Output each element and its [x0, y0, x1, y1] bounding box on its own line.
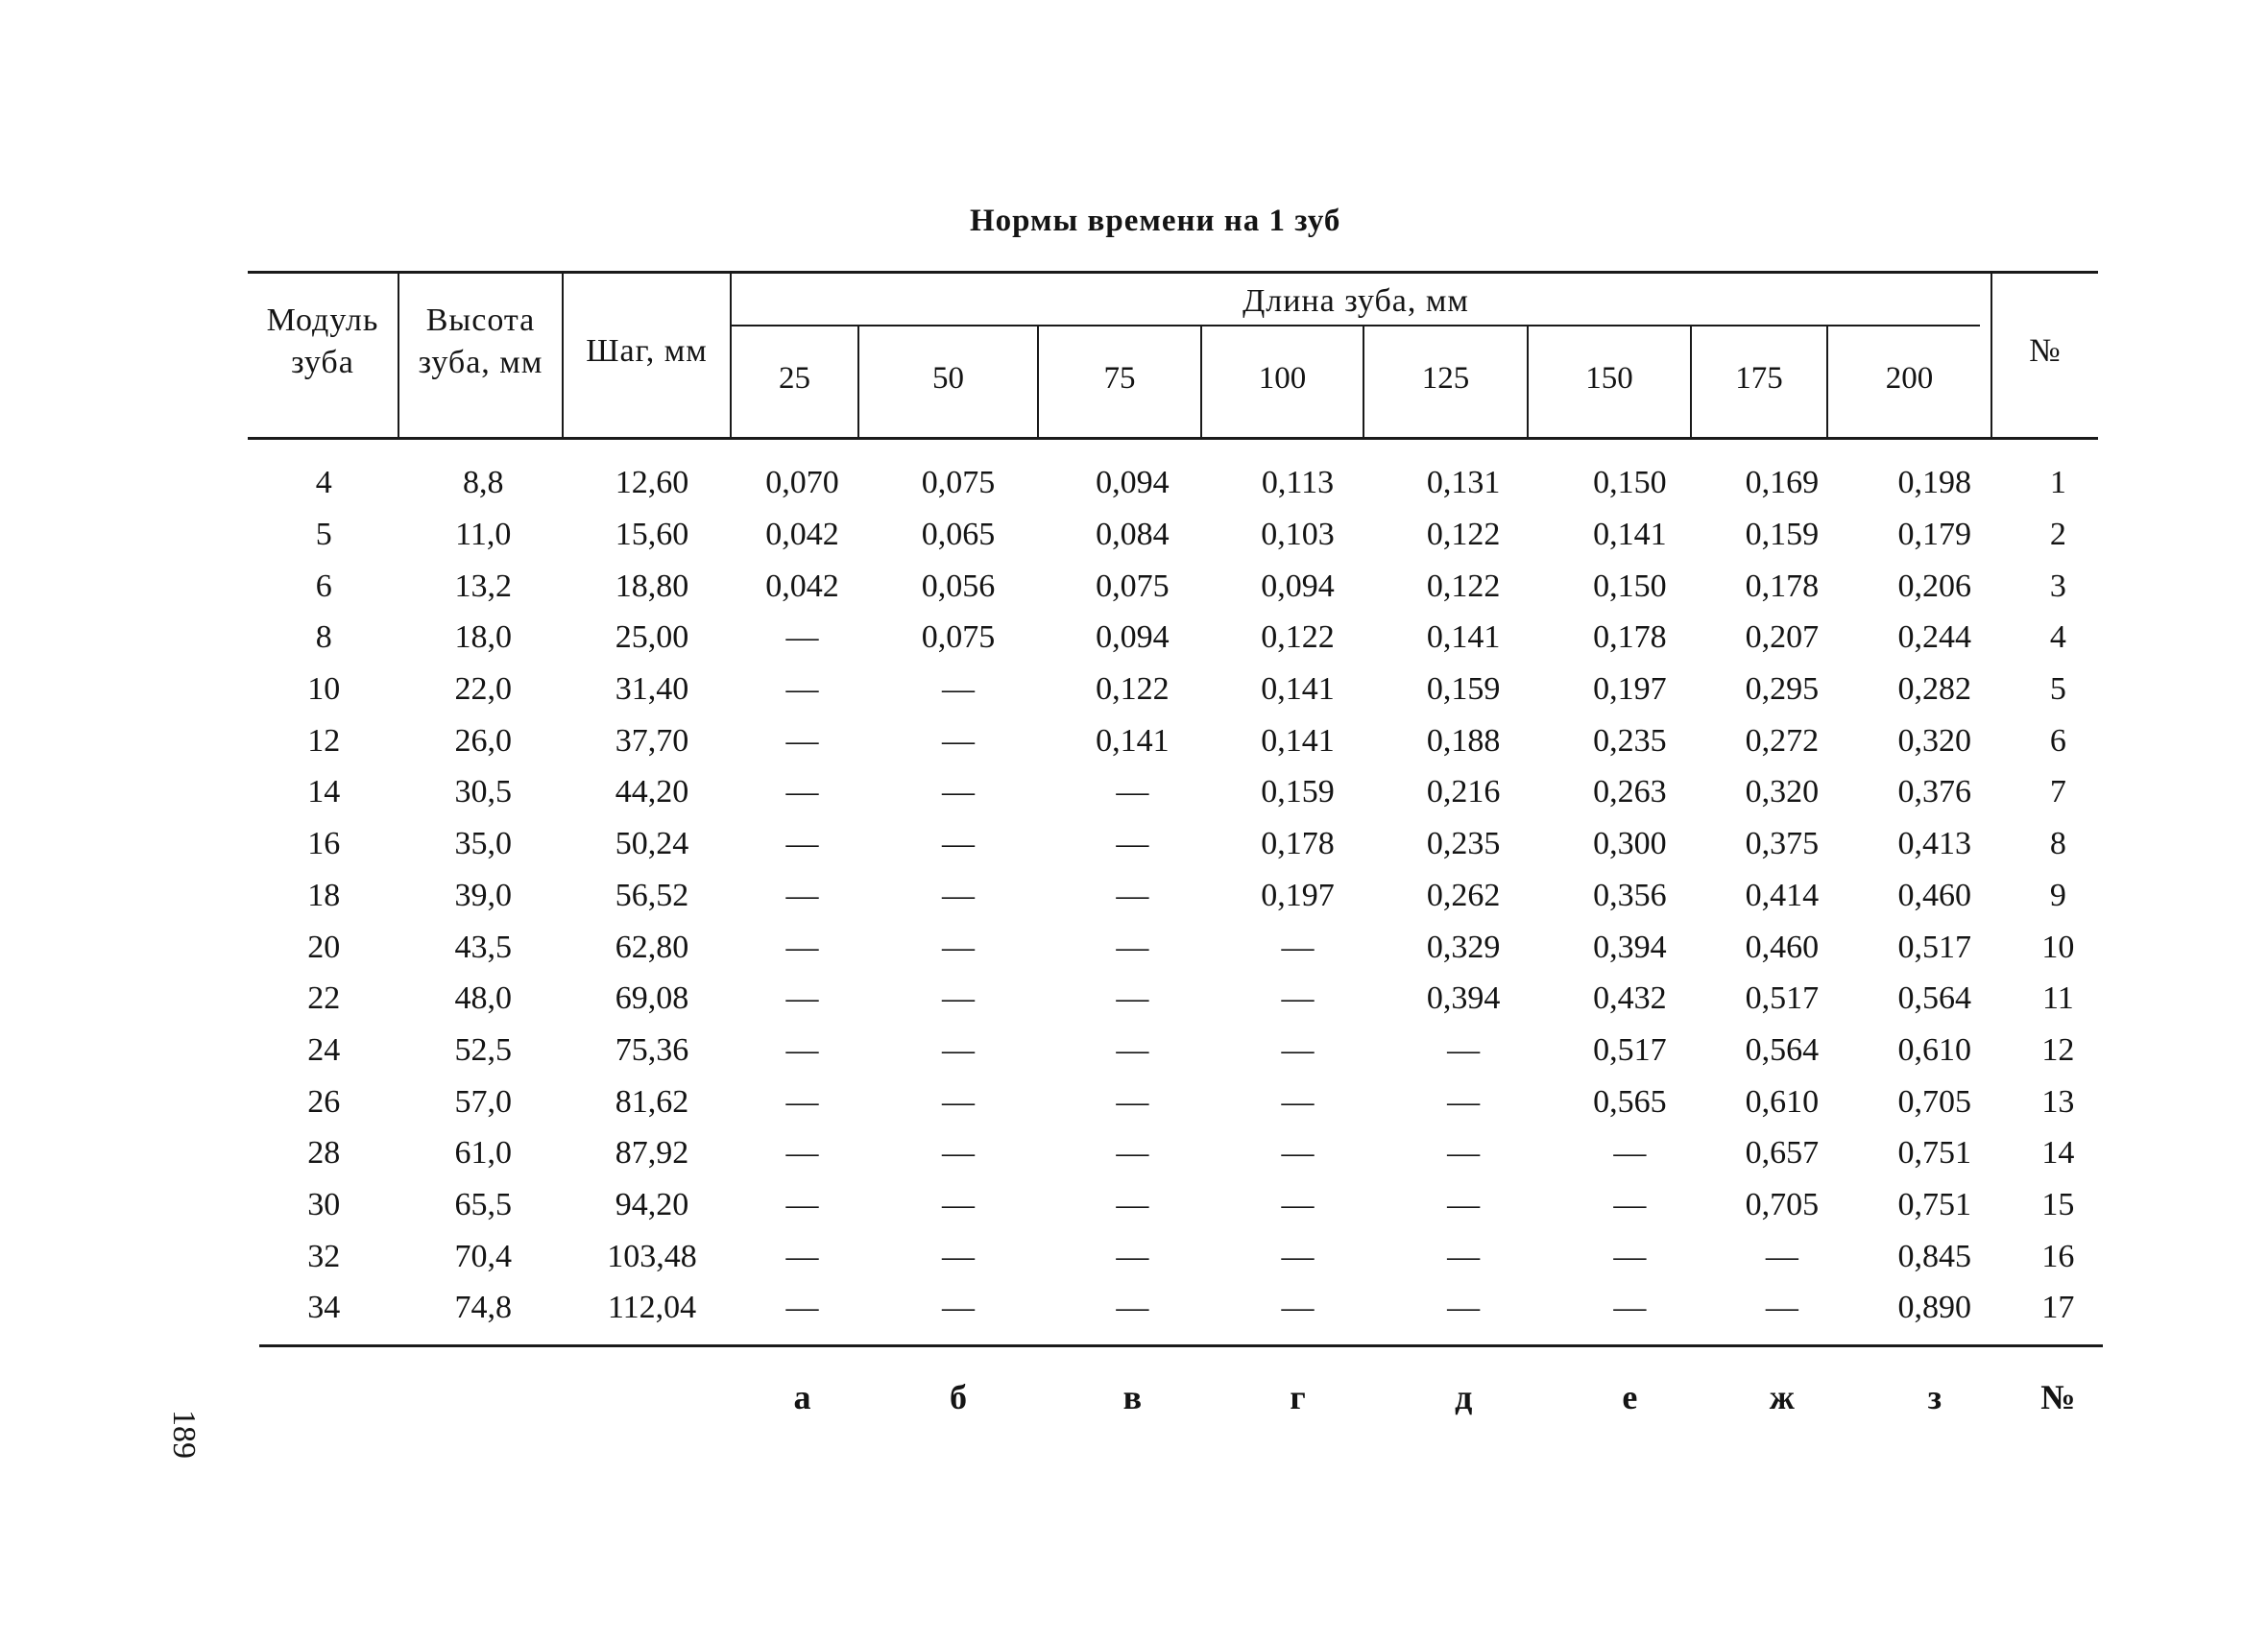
cell-pitch: 75,36: [615, 1031, 689, 1068]
table-row: [248, 973, 2098, 1025]
cell-time-norm: —: [1613, 1238, 1647, 1274]
cell-time-norm: —: [941, 774, 975, 810]
cell-time-norm: 0,178: [1261, 826, 1335, 862]
cell-time-norm: 0,282: [1897, 671, 1972, 708]
cell-time-norm: 0,042: [765, 517, 839, 553]
cell-module: 34: [307, 1290, 341, 1326]
cell-height: 30,5: [454, 774, 513, 810]
cell-time-norm: 0,075: [921, 465, 996, 501]
cell-row-number: 11: [2041, 980, 2074, 1017]
cell-time-norm: 0,122: [1426, 517, 1501, 553]
table-row: [248, 612, 2098, 664]
cell-time-norm: —: [1116, 1290, 1149, 1326]
header-height: [399, 300, 562, 384]
cell-time-norm: —: [1447, 1290, 1481, 1326]
table-row: [248, 714, 2098, 766]
cell-pitch: 69,08: [615, 980, 689, 1017]
cell-time-norm: 0,188: [1426, 722, 1501, 759]
cell-module: 20: [307, 929, 341, 965]
cell-time-norm: 0,272: [1745, 722, 1820, 759]
cell-height: 35,0: [454, 826, 513, 862]
cell-time-norm: —: [1447, 1238, 1481, 1274]
cell-time-norm: 0,262: [1426, 877, 1501, 913]
cell-time-norm: 0,150: [1593, 568, 1667, 604]
cell-time-norm: 0,122: [1426, 568, 1501, 604]
cell-height: 52,5: [454, 1031, 513, 1068]
header-module: [248, 300, 398, 384]
table-row: [248, 921, 2098, 973]
cell-time-norm: —: [941, 1186, 975, 1222]
cell-height: 22,0: [454, 671, 513, 708]
cell-pitch: 112,04: [607, 1290, 697, 1326]
cell-time-norm: 0,141: [1593, 517, 1667, 553]
length-100: 100: [1258, 361, 1307, 396]
cell-height: 48,0: [454, 980, 513, 1017]
cell-time-norm: —: [941, 929, 975, 965]
cell-time-norm: —: [785, 1290, 819, 1326]
cell-time-norm: —: [785, 929, 819, 965]
cell-row-number: 6: [2049, 722, 2066, 759]
cell-time-norm: 0,159: [1745, 517, 1820, 553]
cell-time-norm: 0,329: [1426, 929, 1501, 965]
cell-time-norm: 0,517: [1745, 980, 1820, 1017]
cell-time-norm: 0,131: [1426, 465, 1501, 501]
cell-time-norm: —: [1613, 1135, 1647, 1172]
table-row: [248, 1282, 2098, 1334]
cell-height: 57,0: [454, 1083, 513, 1120]
column-letter-row: [248, 1373, 2098, 1421]
cell-time-norm: —: [785, 671, 819, 708]
cell-time-norm: —: [941, 1290, 975, 1326]
cell-row-number: 17: [2041, 1290, 2075, 1326]
header-height-line1: Высота: [425, 302, 536, 338]
table-row: [248, 1179, 2098, 1231]
cell-time-norm: 0,159: [1426, 671, 1501, 708]
cell-time-norm: 0,705: [1745, 1186, 1820, 1222]
cell-pitch: 37,70: [615, 722, 689, 759]
blank-cell: [567, 1373, 737, 1421]
cell-time-norm: 0,263: [1593, 774, 1667, 810]
header-bottom-rule: [248, 437, 2098, 440]
cell-pitch: 50,24: [615, 826, 689, 862]
cell-time-norm: 0,141: [1261, 722, 1335, 759]
column-letter: з: [1927, 1378, 1942, 1416]
cell-pitch: 94,20: [615, 1186, 689, 1222]
cell-time-norm: —: [941, 671, 975, 708]
cell-time-norm: 0,414: [1745, 877, 1820, 913]
cell-time-norm: —: [785, 619, 819, 656]
cell-height: 65,5: [454, 1186, 513, 1222]
cell-time-norm: 0,141: [1261, 671, 1335, 708]
cell-time-norm: —: [1116, 774, 1149, 810]
header-module-line2: зуба: [291, 345, 354, 380]
header-module-line1: Модуль: [266, 302, 379, 338]
cell-time-norm: —: [941, 1031, 975, 1068]
cell-height: 43,5: [454, 929, 513, 965]
cell-time-norm: 0,206: [1897, 568, 1972, 604]
cell-pitch: 12,60: [615, 465, 689, 501]
cell-time-norm: 0,394: [1426, 980, 1501, 1017]
cell-time-norm: 0,056: [921, 568, 996, 604]
cell-time-norm: 0,075: [1096, 568, 1170, 604]
cell-time-norm: —: [1116, 980, 1149, 1017]
cell-time-norm: 0,178: [1745, 568, 1820, 604]
cell-time-norm: —: [941, 1135, 975, 1172]
table-row: [248, 766, 2098, 818]
table-row: [248, 1230, 2098, 1282]
cell-time-norm: —: [1116, 929, 1149, 965]
cell-module: 14: [307, 774, 341, 810]
cell-time-norm: —: [1281, 929, 1315, 965]
cell-module: 18: [307, 877, 341, 913]
cell-time-norm: 0,394: [1593, 929, 1667, 965]
cell-time-norm: 0,751: [1897, 1186, 1972, 1222]
table-top-rule: [248, 271, 2098, 274]
cell-time-norm: 0,610: [1745, 1083, 1820, 1120]
cell-pitch: 18,80: [615, 568, 689, 604]
cell-height: 70,4: [454, 1238, 513, 1274]
cell-time-norm: 0,122: [1261, 619, 1335, 656]
cell-time-norm: 0,300: [1593, 826, 1667, 862]
cell-time-norm: —: [1447, 1083, 1481, 1120]
cell-height: 39,0: [454, 877, 513, 913]
cell-time-norm: 0,751: [1897, 1135, 1972, 1172]
cell-time-norm: 0,094: [1096, 465, 1170, 501]
column-letter: б: [949, 1378, 967, 1416]
cell-time-norm: 0,460: [1897, 877, 1972, 913]
cell-time-norm: 0,375: [1745, 826, 1820, 862]
table-row: [248, 457, 2098, 509]
cell-row-number: 12: [2041, 1031, 2075, 1068]
cell-row-number: 15: [2041, 1186, 2075, 1222]
cell-module: 16: [307, 826, 341, 862]
cell-pitch: 56,52: [615, 877, 689, 913]
cell-time-norm: —: [1281, 1238, 1315, 1274]
cell-time-norm: —: [1765, 1238, 1798, 1274]
header-pitch: Шаг, мм: [586, 333, 708, 369]
length-125: 125: [1421, 361, 1470, 396]
cell-height: 74,8: [454, 1290, 513, 1326]
cell-time-norm: 0,356: [1593, 877, 1667, 913]
cell-module: 24: [307, 1031, 341, 1068]
cell-time-norm: 0,235: [1593, 722, 1667, 759]
cell-time-norm: 0,432: [1593, 980, 1667, 1017]
cell-module: 28: [307, 1135, 341, 1172]
cell-time-norm: 0,141: [1096, 722, 1170, 759]
cell-height: 18,0: [454, 619, 513, 656]
cell-module: 5: [315, 517, 332, 553]
cell-pitch: 81,62: [615, 1083, 689, 1120]
length-150: 150: [1585, 361, 1633, 396]
column-letter: г: [1290, 1378, 1306, 1416]
cell-module: 22: [307, 980, 341, 1017]
cell-time-norm: 0,413: [1897, 826, 1972, 862]
cell-pitch: 31,40: [615, 671, 689, 708]
length-75: 75: [1103, 361, 1136, 396]
cell-time-norm: —: [1281, 980, 1315, 1017]
table-row: [248, 664, 2098, 715]
cell-time-norm: 0,207: [1745, 619, 1820, 656]
cell-time-norm: —: [785, 1186, 819, 1222]
cell-time-norm: 0,376: [1897, 774, 1972, 810]
cell-time-norm: —: [785, 774, 819, 810]
cell-time-norm: —: [1613, 1186, 1647, 1222]
cell-time-norm: —: [1613, 1290, 1647, 1326]
cell-time-norm: 0,113: [1261, 465, 1335, 501]
length-50: 50: [932, 361, 964, 396]
cell-time-norm: 0,460: [1745, 929, 1820, 965]
header-height-line2: зуба, мм: [418, 345, 543, 380]
cell-module: 8: [315, 619, 332, 656]
column-letter: в: [1122, 1378, 1143, 1416]
cell-time-norm: —: [1281, 1186, 1315, 1222]
cell-row-number: 8: [2049, 826, 2066, 862]
cell-module: 30: [307, 1186, 341, 1222]
cell-time-norm: —: [1116, 1135, 1149, 1172]
cell-time-norm: 0,178: [1593, 619, 1667, 656]
table-row: [248, 870, 2098, 922]
cell-module: 4: [315, 465, 332, 501]
cell-module: 26: [307, 1083, 341, 1120]
table-row: [248, 1127, 2098, 1179]
cell-pitch: 87,92: [615, 1135, 689, 1172]
cell-time-norm: —: [1765, 1290, 1798, 1326]
column-letter: а: [793, 1378, 811, 1416]
table-row: [248, 1025, 2098, 1076]
cell-row-number: 16: [2041, 1238, 2075, 1274]
cell-time-norm: —: [785, 722, 819, 759]
cell-time-norm: 0,159: [1261, 774, 1335, 810]
cell-row-number: 7: [2049, 774, 2066, 810]
header-number: №: [2029, 333, 2062, 369]
blank-cell: [248, 1373, 399, 1421]
cell-height: 26,0: [454, 722, 513, 759]
cell-time-norm: 0,122: [1096, 671, 1170, 708]
cell-time-norm: —: [785, 877, 819, 913]
cell-pitch: 25,00: [615, 619, 689, 656]
cell-time-norm: 0,564: [1897, 980, 1972, 1017]
column-letter: е: [1622, 1378, 1638, 1416]
cell-time-norm: 0,169: [1745, 465, 1820, 501]
cell-module: 12: [307, 722, 341, 759]
cell-height: 11,0: [455, 517, 512, 553]
cell-time-norm: 0,295: [1745, 671, 1820, 708]
column-letters: [248, 1373, 2098, 1421]
cell-time-norm: 0,150: [1593, 465, 1667, 501]
cell-time-norm: 0,141: [1426, 619, 1501, 656]
cell-time-norm: —: [785, 826, 819, 862]
cell-pitch: 44,20: [615, 774, 689, 810]
cell-time-norm: 0,042: [765, 568, 839, 604]
cell-time-norm: 0,517: [1897, 929, 1972, 965]
cell-module: 10: [307, 671, 341, 708]
cell-time-norm: 0,890: [1897, 1290, 1972, 1326]
cell-time-norm: —: [1116, 1083, 1149, 1120]
cell-time-norm: —: [1281, 1031, 1315, 1068]
cell-row-number: 5: [2049, 671, 2066, 708]
cell-time-norm: —: [941, 877, 975, 913]
cell-time-norm: 0,610: [1897, 1031, 1972, 1068]
cell-time-norm: —: [1447, 1186, 1481, 1222]
cell-row-number: 13: [2041, 1083, 2075, 1120]
cell-time-norm: 0,094: [1096, 619, 1170, 656]
cell-time-norm: —: [1447, 1031, 1481, 1068]
cell-row-number: 14: [2041, 1135, 2075, 1172]
cell-time-norm: 0,320: [1745, 774, 1820, 810]
cell-time-norm: 0,244: [1897, 619, 1972, 656]
header-tooth-length: Длина зуба, мм: [1243, 283, 1469, 319]
table-row: [248, 1076, 2098, 1127]
cell-time-norm: 0,565: [1593, 1083, 1667, 1120]
cell-time-norm: —: [1281, 1135, 1315, 1172]
cell-height: 8,8: [463, 465, 504, 501]
length-group-rule: [732, 325, 1980, 326]
cell-row-number: 3: [2049, 568, 2066, 604]
cell-time-norm: 0,845: [1897, 1238, 1972, 1274]
blank-cell: [399, 1373, 567, 1421]
cell-row-number: 9: [2049, 877, 2066, 913]
cell-time-norm: —: [785, 980, 819, 1017]
cell-time-norm: —: [1447, 1135, 1481, 1172]
cell-time-norm: —: [1281, 1083, 1315, 1120]
table-title: Нормы времени на 1 зуб: [970, 204, 1341, 238]
cell-time-norm: 0,103: [1261, 517, 1335, 553]
cell-time-norm: 0,197: [1261, 877, 1335, 913]
cell-time-norm: 0,235: [1426, 826, 1501, 862]
cell-time-norm: 0,084: [1096, 517, 1170, 553]
cell-time-norm: 0,216: [1426, 774, 1501, 810]
cell-time-norm: —: [1281, 1290, 1315, 1326]
cell-time-norm: 0,094: [1261, 568, 1335, 604]
cell-time-norm: 0,075: [921, 619, 996, 656]
cell-time-norm: 0,564: [1745, 1031, 1820, 1068]
cell-time-norm: —: [785, 1083, 819, 1120]
cell-time-norm: —: [941, 980, 975, 1017]
cell-time-norm: —: [1116, 877, 1149, 913]
cell-row-number: 1: [2049, 465, 2066, 501]
norms-table-body: [248, 457, 2098, 1334]
cell-pitch: 62,80: [615, 929, 689, 965]
cell-time-norm: —: [941, 826, 975, 862]
column-letter: д: [1455, 1378, 1473, 1416]
cell-time-norm: —: [941, 722, 975, 759]
cell-module: 6: [315, 568, 332, 604]
length-175: 175: [1735, 361, 1783, 396]
cell-time-norm: 0,070: [765, 465, 839, 501]
cell-pitch: 15,60: [615, 517, 689, 553]
cell-height: 61,0: [454, 1135, 513, 1172]
table-bottom-rule: [259, 1344, 2103, 1347]
cell-row-number: 2: [2049, 517, 2066, 553]
table-row: [248, 818, 2098, 870]
cell-time-norm: —: [941, 1083, 975, 1120]
cell-time-norm: —: [785, 1135, 819, 1172]
cell-time-norm: 0,320: [1897, 722, 1972, 759]
cell-time-norm: 0,197: [1593, 671, 1667, 708]
page-number: 189: [166, 1410, 202, 1459]
cell-time-norm: —: [941, 1238, 975, 1274]
cell-row-number: 10: [2041, 929, 2075, 965]
cell-time-norm: 0,517: [1593, 1031, 1667, 1068]
cell-time-norm: 0,657: [1745, 1135, 1820, 1172]
column-letter: ж: [1769, 1378, 1795, 1416]
cell-time-norm: —: [1116, 1031, 1149, 1068]
cell-time-norm: —: [1116, 826, 1149, 862]
cell-time-norm: 0,198: [1897, 465, 1972, 501]
cell-time-norm: 0,065: [921, 517, 996, 553]
cell-time-norm: 0,705: [1897, 1083, 1972, 1120]
table-row: [248, 509, 2098, 561]
footer-number-sign: №: [2040, 1378, 2076, 1416]
cell-time-norm: 0,179: [1897, 517, 1972, 553]
cell-time-norm: —: [785, 1238, 819, 1274]
table-row: [248, 560, 2098, 612]
cell-row-number: 4: [2049, 619, 2066, 656]
length-25: 25: [779, 361, 810, 396]
length-200: 200: [1885, 361, 1934, 396]
cell-time-norm: —: [1116, 1238, 1149, 1274]
cell-module: 32: [307, 1238, 341, 1274]
cell-pitch: 103,48: [607, 1238, 697, 1274]
cell-time-norm: —: [1116, 1186, 1149, 1222]
cell-height: 13,2: [454, 568, 513, 604]
cell-time-norm: —: [785, 1031, 819, 1068]
